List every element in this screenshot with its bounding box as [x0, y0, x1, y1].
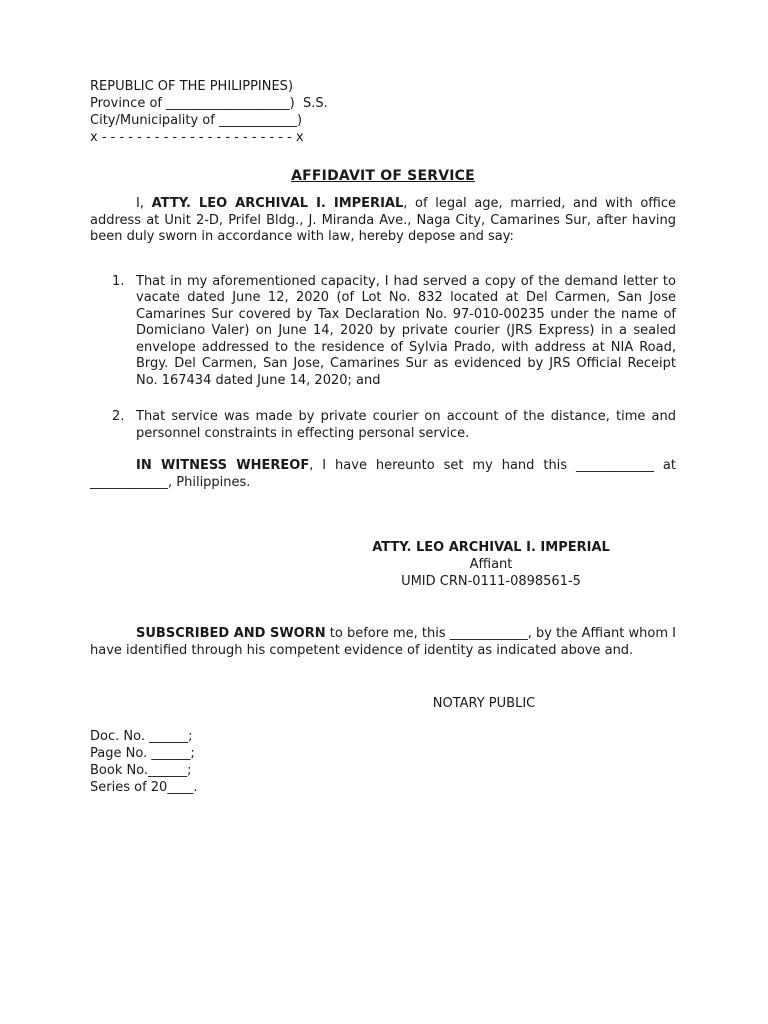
witness-heading: IN WITNESS WHEREOF	[136, 458, 310, 473]
page-number: Page No. ______;	[90, 746, 195, 761]
list-item	[112, 273, 676, 390]
jurat-heading: SUBSCRIBED AND SWORN	[136, 626, 326, 641]
jurat-paragraph	[90, 626, 676, 659]
intro-paragraph	[90, 196, 676, 246]
document-title: AFFIDAVIT OF SERVICE	[291, 168, 475, 184]
intro-text: , of legal age, married, and with office address at Unit 2-D, Prifel Bldg., J. Miranda Ave., Naga City, Camarines Sur, after having been duly sworn in accordance with law, hereby depose and say:	[90, 196, 676, 244]
doc-number: Doc. No. ______;	[90, 729, 193, 744]
item-text: That service was made by private courier on account of the distance, time and personnel constraints in effecting personal service.	[136, 409, 676, 441]
notary-public-label: NOTARY PUBLIC	[432, 696, 536, 711]
signature-block	[296, 539, 686, 590]
deposition-list	[90, 274, 676, 443]
venue-republic: REPUBLIC OF THE PHILIPPINES)	[90, 79, 294, 94]
venue-block	[90, 78, 676, 146]
list-item	[112, 409, 676, 442]
item-number: 2.	[112, 409, 125, 424]
signatory-name: ATTY. LEO ARCHIVAL I. IMPERIAL	[372, 540, 610, 555]
book-number: Book No.______;	[90, 763, 192, 778]
affidavit-document	[90, 78, 676, 796]
item-text: That in my aforementioned capacity, I had served a copy of the demand letter to vacate dated June 12, 2020 (of Lot No. 832 located at Del Carmen, San Jose Camarines Sur covered by Tax Declaration No. 97-010-00235 under the name of Domiciano Valer) on June 14, 2020 by private courier (JRS Express) in a sealed envelope addressed to the residence of Sylvia Prado, with address at NIA Road, Brgy. Del Carmen, San Jose, Camarines Sur as evidenced by JRS Official Receipt No. 167434 dated June 14, 2020; and	[136, 273, 676, 388]
series-year: Series of 20____.	[90, 780, 198, 795]
intro-prefix: I,	[136, 196, 152, 211]
venue-separator: x - - - - - - - - - - - - - - - - - - - - - - x	[90, 130, 304, 145]
item-number: 1.	[112, 273, 125, 289]
affiant-name: ATTY. LEO ARCHIVAL I. IMPERIAL	[151, 196, 404, 211]
signatory-role: Affiant	[469, 557, 513, 572]
venue-city: City/Municipality of ____________)	[90, 113, 303, 128]
witness-text: , I have hereunto set my hand this ____________ at ____________, Philippines.	[90, 458, 676, 490]
witness-paragraph	[90, 458, 676, 491]
signatory-id: UMID CRN-0111-0898561-5	[401, 574, 581, 589]
notarial-register	[90, 728, 676, 796]
jurat-text: to before me, this ____________, by the Affiant whom I have identified through his competent evidence of identity as indicated above and.	[90, 626, 676, 658]
venue-province: Province of ___________________) S.S.	[90, 96, 328, 111]
